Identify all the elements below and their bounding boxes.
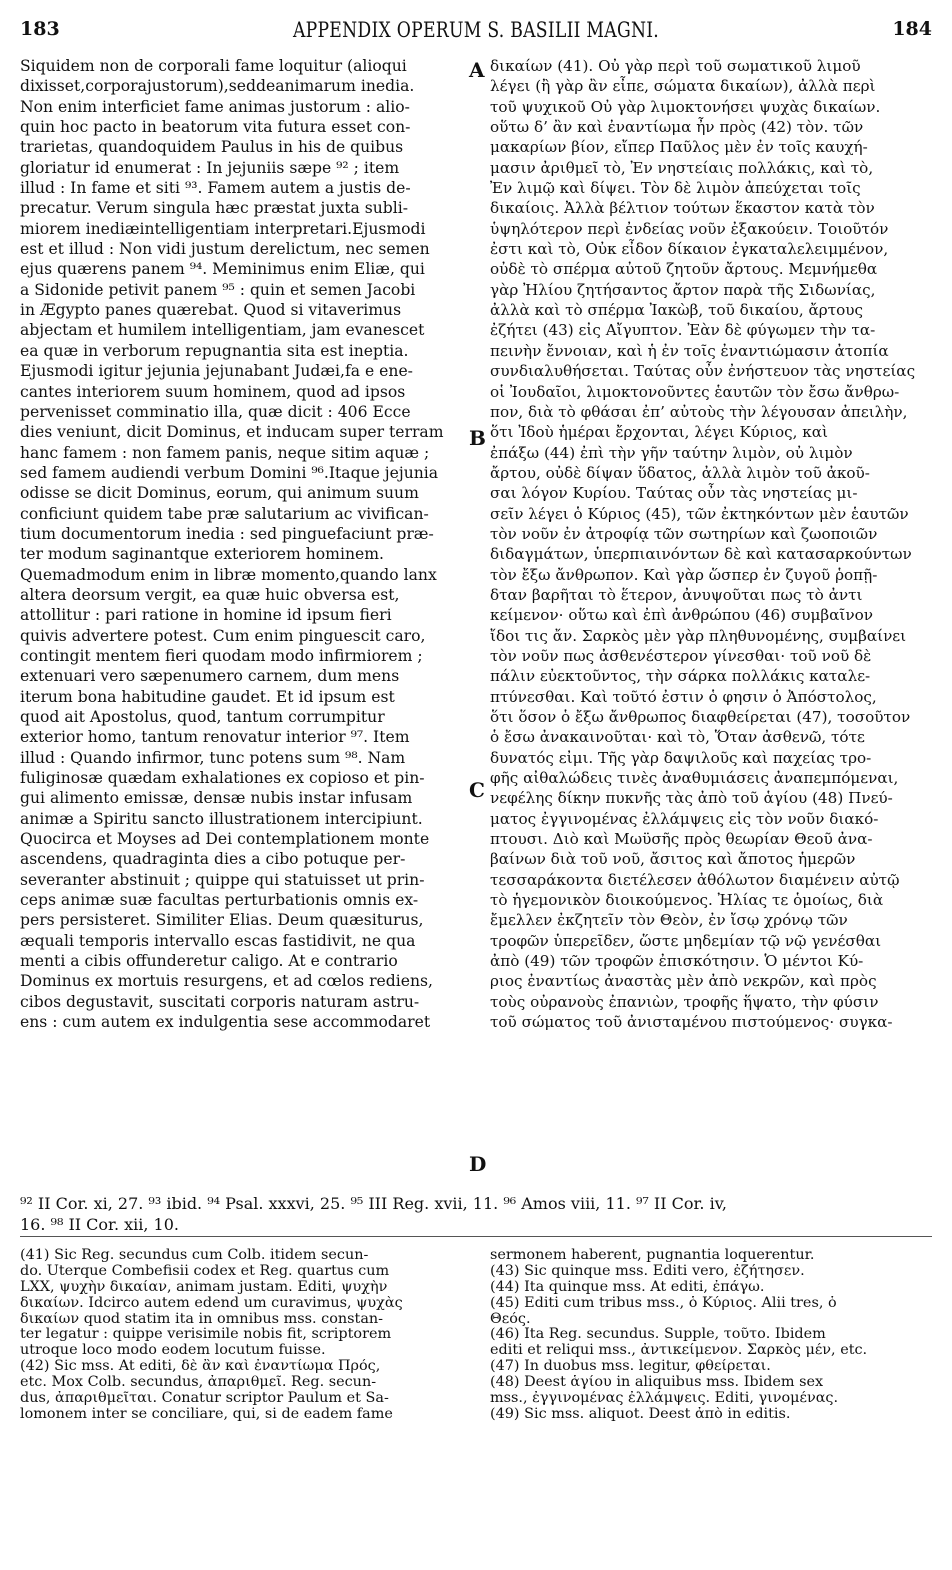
latin-text-line: gloriatur id enumerat : In jejuniis sæpe ⁹² ; item [20,158,400,177]
reference-line: 16. ⁹⁸ II Cor. xii, 10. [20,1215,179,1234]
page-header [20,16,932,46]
footnote-line: lomonem inter se conciliare, qui, si de eadem fame [20,1406,393,1422]
greek-text-line: ματος ἐγγινομένας ἐλλάμψεις εἰς τὸν νοῦν διακό- [490,809,879,828]
footnote-line: (41) Sic Reg. secundus cum Colb. itidem secun- [20,1248,369,1263]
greek-text-line: πάλιν εὐεκτοῦντος, τὴν σάρκα πολλάκις καταλε- [490,667,871,686]
greek-text-line: σαι λόγον Κυρίου. Ταύτας οὖν τὰς νηστείας μι- [490,484,858,503]
latin-text-line: severanter abstinuit ; quippe qui statuisset ut prin- [20,870,425,889]
page-number-right: 184 [892,18,932,40]
latin-text-line: ter modum saginantque exteriorem hominem. [20,545,384,564]
greek-text-line: μασιν ἀριθμεῖ τὸ, Ἐν νηστείαις πολλάκις, καὶ τὸ, [490,158,874,177]
biblical-references [20,1193,932,1235]
greek-text-line: ἴδοι τις ἄν. Σαρκὸς μὲν γὰρ πληθυνομένης, συμβαίνει [490,626,907,645]
greek-text-line: τὸν νοῦν ἐν ἀτροφίᾳ τῶν σωτηρίων καὶ ζωοποιῶν [490,524,878,543]
latin-text-line: hanc famem : non famem panis, neque sitim aquæ ; [20,443,430,462]
running-title: APPENDIX OPERUM S. BASILII MAGNI. [292,18,660,42]
footnote-line: δικαίων. Idcirco autem edend um curavimus, ψυχὰς [20,1295,403,1311]
footnote-line: dus, ἀπαριθμεῖται. Conatur scriptor Paulum et Sa- [20,1391,389,1407]
greek-text-line: οἱ Ἰουδαῖοι, λιμοκτονοῦντες ἑαυτῶν τὸν ἔσω ἄνθρω- [490,382,900,401]
greek-text-line: κείμενον· οὕτω καὶ ἐπὶ ἀνθρώπου (46) συμβαῖνον [490,606,873,625]
latin-text-line: ascendens, quadraginta dies a cibo potuque per- [20,850,406,869]
greek-text-line: ἐπάξω (44) ἐπὶ τὴν γῆν ταύτην λιμὸν, οὐ λιμὸν [490,443,853,462]
footnotes-left [20,1248,466,1423]
latin-text-line: Quemadmodum enim in libræ momento,quando lanx [20,565,437,584]
greek-text-line: πεινὴν ἔννοιαν, καὶ ἡ ἐν τοῖς ἐναντιώμασιν ἀτοπία [490,341,889,360]
footnote-line: LXX, ψυχὴν δικαίαν, animam justam. Editi, ψυχὴν [20,1279,388,1295]
latin-text-line: Dominus ex mortuis resurgens, et ad cœlos rediens, [20,972,433,991]
latin-text-line: miorem inediæintelligentiam interpretari.Ejusmodi [20,219,426,238]
greek-text-line: οὐδὲ τὸ σπέρμα αὐτοῦ ζητοῦν ἄρτους. Μεμνήμεθα [490,260,878,279]
greek-text-line: μακαρίων βίον, εἴπερ Παῦλος μὲν ἐν τοῖς καυχή- [490,138,868,157]
latin-text-line: conficiunt quidem tabe præ salutarium ac vivifican- [20,504,429,523]
latin-text-line: quod ait Apostolus, quod, tantum corrumpitur [20,708,385,726]
latin-text-line: ceps animæ suæ facultas perturbationis omnis ex- [20,891,419,910]
latin-text-line: est et illud : Non vidi justum derelictum, nec semen [20,240,430,259]
latin-text-line: illud : In fame et siti ⁹³. Famem autem a justis de- [20,179,411,198]
latin-text-line: ejus quærens panem ⁹⁴. Meminimus enim Eliæ, qui [20,260,425,279]
greek-text-line: τροφῶν ὑπερεῖδεν, ὥστε μηδεμίαν τῷ νῷ γενέσθαι [490,931,882,950]
page-number-left: 183 [20,18,60,40]
greek-text-line: λέγει (ἢ γὰρ ἂν εἶπε, σώματα δικαίων), ἀλλὰ περὶ [490,77,876,96]
greek-text-line: νεφέλης δίκην πυκνῆς τὰς ἀπὸ τοῦ ἁγίου (48) Πνεύ- [490,789,893,808]
footnote-line: (48) Deest ἁγίου in aliquibus mss. Ibidem sex [490,1375,824,1391]
latin-text-line: æquali temporis intervallo escas fastidivit, ne qua [20,931,416,950]
greek-text-line: οὕτω δ’ ἂν καὶ ἐναντίωμα ἦν πρὸς (42) τὸν. τῶν [490,118,864,137]
footnote-line: ter legatur : quippe verisimile nobis fit, scriptorem [20,1327,392,1343]
greek-text-line: τοῦ ψυχικοῦ Οὐ γὰρ λιμοκτονήσει ψυχὰς δικαίων. [490,97,881,116]
latin-text-line: quivis advertere potest. Cum enim pinguescit caro, [20,626,426,645]
footnote-line: utroque loco modo eodem locutum fuisse. [20,1343,326,1359]
column-marker-c: C [469,778,485,802]
column-marker-a: A [469,58,485,82]
column-marker-b: B [469,426,486,450]
greek-column [490,56,932,1033]
latin-text-line: dies veniunt, dicit Dominus, et inducam super terram [20,423,444,442]
footnotes-right [490,1248,932,1423]
footnote-line: (42) Sic mss. At editi, δὲ ἂν καὶ ἐναντίωμα Πρός, [20,1359,381,1375]
latin-text-line: odisse se dicit Dominus, eorum, qui animum suum [20,484,419,503]
greek-text-line: τὸν ἔξω ἄνθρωπον. Καὶ γὰρ ὥσπερ ἐν ζυγοῦ ῥοπῇ- [490,565,878,584]
greek-text-line: τοὺς οὐρανοὺς ἐπανιὼν, τροφῆς ἥψατο, τὴν φύσιν [490,992,879,1011]
latin-text-line: pers persisteret. Similiter Elias. Deum quæsiturus, [20,911,424,930]
footnote-line: Θεός. [490,1311,531,1327]
latin-text-line: tium documentorum inedia : sed pinguefaciunt præ- [20,524,434,543]
footnote-line: etc. Mox Colb. secundus, ἀπαριθμεῖ. Reg. secun- [20,1375,377,1391]
footnote-line: editi et reliqui mss., ἀντικείμενον. Σαρκὸς μέν, etc. [490,1343,868,1359]
greek-text-line: διδαγμάτων, ὑπερπιαινόντων δὲ καὶ κατασαρκούντων [490,545,912,564]
latin-column [20,56,466,1033]
greek-text-line: ὅτι Ἰδοὺ ἡμέραι ἔρχονται, λέγει Κύριος, καὶ [490,423,829,442]
footnote-line: mss., ἐγγινομένας ἐλλάμψεις. Editi, γινομένας. [490,1391,839,1407]
latin-text-line: quin hoc pacto in beatorum vita futura esset con- [20,118,411,137]
latin-text-line: fuliginosæ quædam exhalationes ex copioso et pin- [20,769,425,788]
greek-text-line: πτουσι. Διὸ καὶ Μωϋσῆς πρὸς θεωρίαν Θεοῦ ἀνα- [490,830,873,849]
latin-text-line: ens : cum autem ex indulgentia sese accommodaret [20,1013,431,1032]
greek-text-line: τεσσαράκοντα διετέλεσεν ἀθόλωτον διαμένειν αὐτῷ [490,870,900,889]
greek-text-line: βαίνων διὰ τοῦ νοῦ, ἄσιτος καὶ ἄποτος ἡμερῶν [490,850,856,869]
latin-text-line: gui alimento emissæ, densæ nubis instar infusam [20,789,413,808]
latin-text-line: Siquidem non de corporali fame loquitur (alioqui [20,57,407,75]
latin-text-line: iterum bona habitudine gaudet. Et id ipsum est [20,687,395,706]
latin-text-line: cibos degustavit, suscitati corporis naturam astru- [20,992,420,1011]
greek-text-line: δταν βαρῆται τὸ ἕτερον, ἀνυψοῦται πως τὸ ἀντι [490,585,863,604]
footnote-line: (44) Ita quinque mss. At editi, ἐπάγω. [490,1279,765,1295]
greek-text-line: ριος ἐναντίως ἀναστὰς μὲν ἀπὸ νεκρῶν, καὶ πρὸς [490,972,877,991]
greek-text-line: ἐστι καὶ τὸ, Οὐκ εἶδον δίκαιον ἐγκαταλελειμμένον, [490,240,889,259]
greek-text-line: ὁ ἔσω ἀνακαινοῦται· καὶ τὸ, Ὅταν ἀσθενῶ, τότε [490,728,865,747]
greek-text-line: πον, διὰ τὸ φθάσαι ἐπ’ αὐτοὺς τὴν λέγουσαν ἀπειλὴν, [490,402,908,421]
latin-text-line: altera deorsum vergit, ea quæ huic obversa est, [20,585,400,604]
latin-text-line: Non enim interficiet fame animas justorum : alio- [20,97,410,116]
latin-text-line: cantes interiorem suum hominem, quod ad ipsos [20,382,406,401]
reference-line: ⁹² II Cor. xi, 27. ⁹³ ibid. ⁹⁴ Psal. xxxvi, 25. ⁹⁵ III Reg. xvii, 11. ⁹⁶ Amos viii, 11. ⁹⁷ II Cor. iv, [20,1194,727,1213]
footnote-line: (45) Editi cum tribus mss., ὁ Κύριος. Alii tres, ὁ [490,1295,837,1311]
latin-text-line: Quocirca et Moyses ad Dei contemplationem monte [20,830,430,849]
latin-text-line: in Ægypto panes quærebat. Quod si vitaverimus [20,301,402,320]
greek-text-line: δικαίοις. Ἀλλὰ βέλτιον τούτων ἕκαστον κατὰ τὸν [490,199,875,218]
greek-text-line: σεῖν λέγει ὁ Κύριος (45), τῶν ἐκτηκόντων μὲν ἑαυτῶν [490,504,909,523]
latin-text-line: illud : Quando infirmor, tunc potens sum ⁹⁸. Nam [20,748,406,767]
latin-text-line: ea quæ in verborum repugnantia sita est ineptia. [20,341,409,360]
greek-text-line: δικαίων (41). Οὐ γὰρ περὶ τοῦ σωματικοῦ λιμοῦ [490,57,861,75]
greek-text-line: πτύνεσθαι. Καὶ τοῦτό ἐστιν ὁ φησιν ὁ Ἀπόστολος, [490,687,877,706]
greek-text-line: ὅτι ὅσον ὁ ἔξω ἄνθρωπος διαφθείρεται (47), τοσοῦτον [490,708,911,726]
column-marker-d: D [469,1152,487,1176]
latin-text-line: extenuari vero sæpenumero carnem, dum mens [20,667,400,686]
latin-text-line: dixisset,corporajustorum),seddeanimarum inedia. [20,77,415,96]
greek-text-line: δυνατός εἰμι. Τῆς γὰρ δαψιλοῦς καὶ παχείας τρο- [490,748,872,767]
latin-text-line: trarietas, quandoquidem Paulus in his de quibus [20,138,404,157]
greek-text-line: τοῦ σώματος τοῦ ἀνισταμένου πιστούμενος· συγκα- [490,1013,893,1032]
greek-text-line: συνδιαλυθήσεται. Ταύτας οὖν ἐνήστευον τὰς νηστείας [490,362,916,381]
greek-text-line: ὑψηλότερον περὶ ἐνδείας νοῦν ἐξακούειν. Τοιοῦτόν [490,219,889,238]
footnote-line: sermonem haberent, pugnantia loquerentur. [490,1248,815,1263]
footnote-line: (46) Ita Reg. secundus. Supple, τοῦτο. Ibidem [490,1327,826,1343]
greek-text-line: ἀλλὰ καὶ τὸ σπέρμα Ἰακὼβ, τοῦ δικαίου, ἄρτους [490,301,863,320]
greek-text-line: γὰρ Ἠλίου ζητήσαντος ἄρτον παρὰ τῆς Σιδωνίας, [490,280,876,299]
greek-text-line: ἄρτου, οὐδὲ δίψαν ὕδατος, ἀλλὰ λιμὸν τοῦ ἀκοῦ- [490,463,870,482]
latin-text-line: sed famem audiendi verbum Domini ⁹⁶.Itaque jejunia [20,463,439,482]
latin-text-line: menti a cibis offunderetur caligo. At e contrario [20,952,398,971]
latin-text-line: animæ a Spiritu sancto illustrationem intercipiunt. [20,809,423,828]
latin-text-line: abjectam et humilem intelligentiam, jam evanescet [20,321,425,340]
greek-text-line: τὸ ἡγεμονικὸν διοικούμενος. Ἠλίας τε ὁμοίως, διὰ [490,891,884,910]
greek-text-line: τὸν νοῦν πως ἀσθενέστερον γίνεσθαι· τοῦ νοῦ δὲ [490,646,872,665]
greek-text-line: ἐζήτει (43) εἰς Αἴγυπτον. Ἐὰν δὲ φύγωμεν τὴν τα- [490,321,876,340]
footnote-line: (43) Sic quinque mss. Editi vero, ἐζήτησεν. [490,1263,805,1279]
greek-text-line: φῆς αἰθαλώδεις τινὲς ἀναθυμιάσεις ἀναπεμπόμεναι, [490,769,899,788]
latin-text-line: exterior homo, tantum renovatur interior ⁹⁷. Item [20,728,410,747]
footnote-line: (47) In duobus mss. legitur, φθείρεται. [490,1359,771,1375]
latin-text-line: Ejusmodi igitur jejunia jejunabant Judæi,fa e ene- [20,362,413,381]
greek-text-line: Ἐν λιμῷ καὶ δίψει. Τὸν δὲ λιμὸν ἀπεύχεται τοῖς [490,179,861,198]
latin-text-line: contingit mentem fieri quodam modo infirmiorem ; [20,646,423,665]
footnote-line: do. Uterque Combefisii codex et Reg. quartus cum [20,1263,390,1279]
greek-text-line: ἔμελλεν ἐκζητεῖν τὸν Θεὸν, ἐν ἴσῳ χρόνῳ τῶν [490,911,848,930]
footnote-divider [20,1236,932,1237]
footnote-line: (49) Sic mss. aliquot. Deest ἀπὸ in editis. [490,1406,791,1422]
footnote-line: δικαίων quod statim ita in omnibus mss. constan- [20,1311,384,1327]
latin-text-line: precatur. Verum singula hæc præstat juxta subli- [20,199,408,218]
latin-text-line: a Sidonide petivit panem ⁹⁵ : quin et semen Jacobi [20,280,416,299]
greek-text-line: ἀπὸ (49) τῶν τροφῶν ἐπισκότησιν. Ὁ μέντοι Κύ- [490,952,864,971]
latin-text-line: pervenisset comminatio illa, quæ dicit : 406 Ecce [20,402,411,421]
latin-text-line: attollitur : pari ratione in homine id ipsum fieri [20,606,392,625]
